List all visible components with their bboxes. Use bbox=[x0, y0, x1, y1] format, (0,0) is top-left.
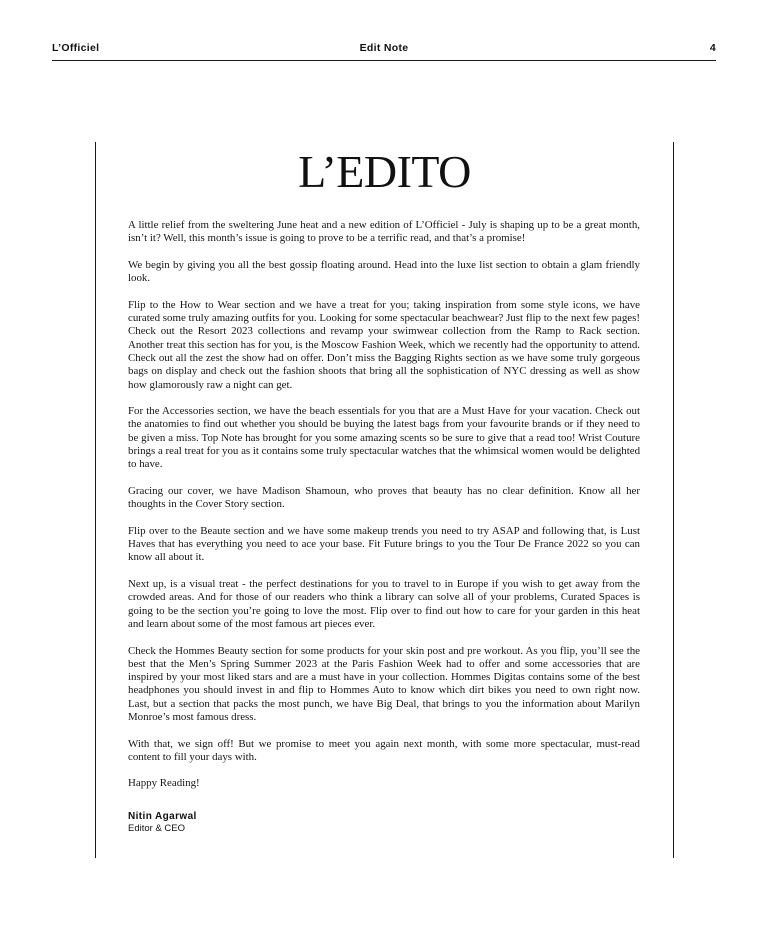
page-title: L’EDITO bbox=[298, 146, 471, 197]
paragraph: Check the Hommes Beauty section for some products for your skin post and pre workout. As you flip, you’ll see the best that the Men’s Spring Summer 2023 at the Paris Fashion Week had to offer and some accessories that are inspired by your most liked stars and are a must have in your collection. Hommes Digitas contains some of the best headphones you should invest in and flip to Hommes Auto to know which dirt bikes you need to own right now. Last, but a section that packs the most punch, we have Big Deal, that brings to you the information about Marilyn Monroe’s most famous dress. bbox=[128, 644, 640, 723]
right-frame-rule bbox=[673, 142, 674, 858]
paragraph: For the Accessories section, we have the beach essentials for you that are a Must Have for your vacation. Check out the anatomies to find out whether you should be buying the latest bags from your favourite brands or if they need to be given a miss. Top Note has brought for you some amazing scents so be sure to give that a read too! Wrist Couture brings a real treat for you as it contains some truly spectacular watches that the whimsical women would be delighted to have. bbox=[128, 405, 641, 471]
magazine-brand: L’Officiel bbox=[52, 42, 100, 54]
paragraph: Flip to the How to Wear section and we have a treat for you; taking inspiration from some style icons, we have curated some truly amazing outfits for you. Looking for some spectacular beachwear? Just flip to the next few pages! Check out the Resort 2023 collections and revamp your swimwear collection from the Ramp to Rack section. Another treat this section has for you, is the Moscow Fashion Week, which we recently had the opportunity to attend. Check out all the zest the show had on offer. Don’t miss the Bagging Rights section as we have some truly gorgeous bags on display and check out the fashion shoots that bring all the sophistication of NYC dressing as well as show how glamorously raw a night can get. bbox=[128, 298, 640, 391]
signature-block bbox=[128, 811, 197, 835]
running-header bbox=[52, 41, 716, 61]
paragraph: We begin by giving you all the best gossip floating around. Head into the luxe list section to obtain a glam friendly look. bbox=[128, 258, 640, 285]
page-number: 4 bbox=[709, 42, 716, 54]
author-name: Nitin Agarwal bbox=[128, 811, 197, 822]
paragraph: A little relief from the sweltering June heat and a new edition of L’Officiel - July is shaping up to be a great month, isn’t it? Well, this month’s issue is going to prove to be a terrific read, and that’s a promise! bbox=[128, 219, 640, 245]
paragraph: Gracing our cover, we have Madison Shamoun, who proves that beauty has no clear definition. Know all her thoughts in the Cover Story section. bbox=[128, 484, 640, 511]
author-role: Editor & CEO bbox=[128, 823, 186, 834]
section-name: Edit Note bbox=[359, 42, 409, 54]
editorial-body bbox=[128, 219, 640, 804]
paragraph: Happy Reading! bbox=[128, 777, 200, 790]
paragraph: Next up, is a visual treat - the perfect destinations for you to travel to in Europe if you wish to get away from the crowded areas. And for those of our readers who think a library can solve all of your problems, Curated Spaces is going to be the section you’re going to love the most. Flip over to find out how to care for your garden in this heat and learn about some of the most famous art pieces ever. bbox=[128, 578, 640, 630]
paragraph: Flip over to the Beaute section and we have some makeup trends you need to try ASAP and following that, is Lust Haves that has everything you need to ace your base. Fit Future brings to you the Tour De France 2022 so you can know all about it. bbox=[128, 524, 640, 564]
paragraph: With that, we sign off! But we promise to meet you again next month, with some more spectacular, must-read content to fill your days with. bbox=[128, 737, 640, 763]
left-frame-rule bbox=[95, 142, 96, 858]
